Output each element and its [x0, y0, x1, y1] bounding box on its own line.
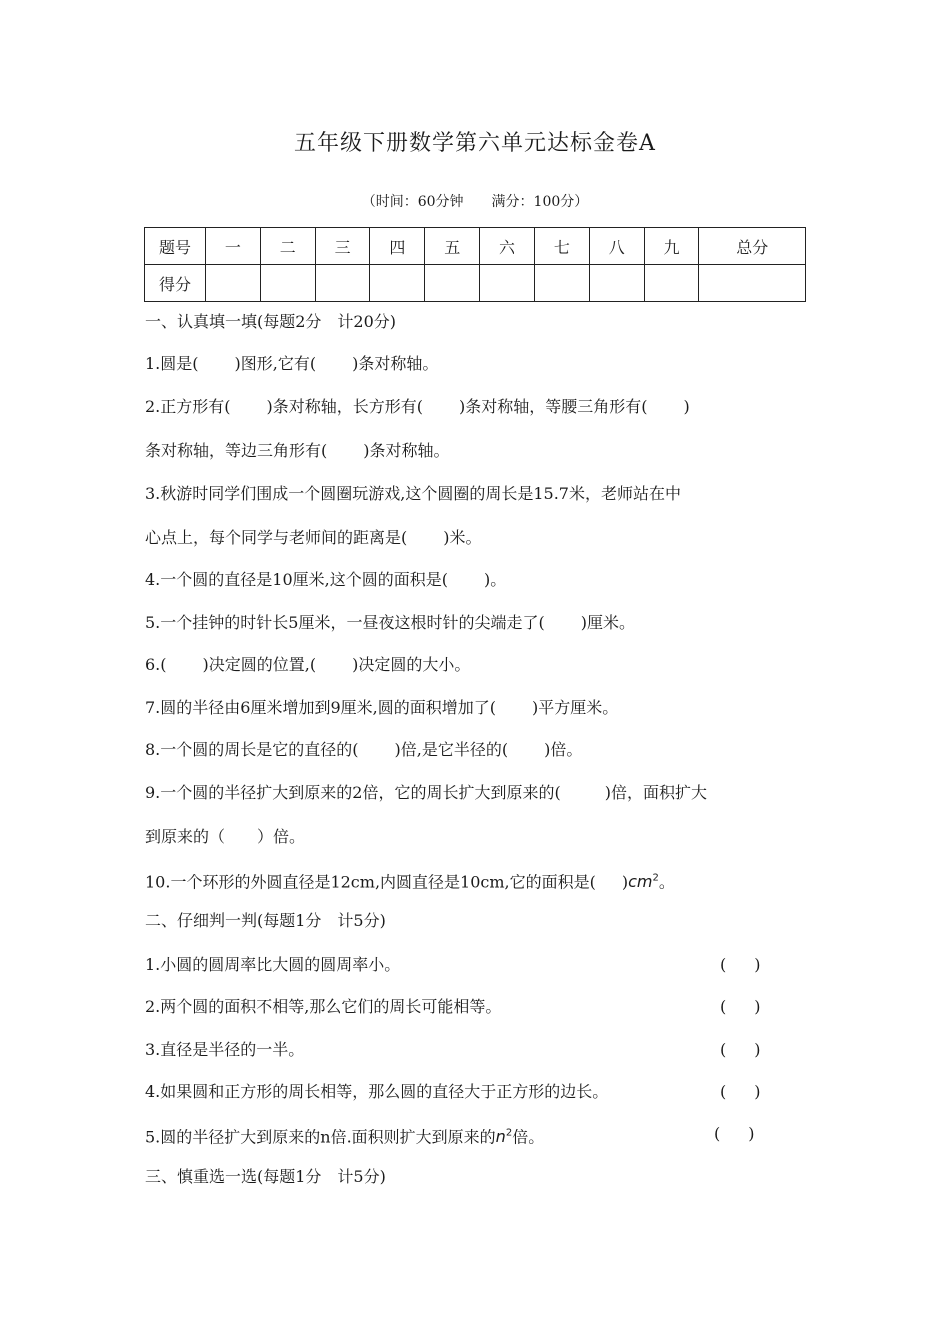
- fill-question-1: 1.圆是( )图形,它有( )条对称轴。: [145, 354, 439, 373]
- exam-subtitle: [0, 191, 950, 211]
- score-table-score-row: [145, 265, 806, 302]
- n-squared: $n^2$: [495, 1127, 513, 1147]
- fill-question-8: 8.一个圆的周长是它的直径的( )倍,是它半径的( )倍。: [145, 740, 583, 759]
- judge-answer-3[interactable]: ( ): [720, 1040, 761, 1059]
- fill-question-10: 10.一个环形的外圆直径是12cm,内圆直径是10cm,它的面积是( )$cm^2$。: [145, 872, 675, 892]
- fill-question-7: 7.圆的半径由6厘米增加到9厘米,圆的面积增加了( )平方厘米。: [145, 698, 619, 717]
- score-table-col: 一: [206, 228, 261, 265]
- fill-question-3-line-2: 心点上，每个同学与老师间的距离是( )米。: [145, 528, 482, 547]
- score-table-col: 七: [534, 228, 589, 265]
- fill-question-9-line-1: 9.一个圆的半径扩大到原来的2倍，它的周长扩大到原来的( )倍，面积扩大: [145, 783, 707, 802]
- fill-question-9-line-2: 到原来的（ ）倍。: [145, 827, 306, 846]
- section-judge-heading: 二、仔细判一判(每题1分 计5分): [145, 911, 386, 930]
- time-limit: （时间：60分钟: [361, 194, 464, 210]
- score-table-col: 八: [589, 228, 644, 265]
- score-table-col: 四: [370, 228, 425, 265]
- score-cell[interactable]: [480, 265, 535, 302]
- score-table-col: 总分: [699, 228, 806, 265]
- score-table: [144, 227, 806, 302]
- score-cell[interactable]: [534, 265, 589, 302]
- score-cell[interactable]: [699, 265, 806, 302]
- unit-cm-squared: $cm^2$: [628, 872, 659, 892]
- score-cell[interactable]: [370, 265, 425, 302]
- score-table-header-label: 题号: [145, 228, 206, 265]
- fill-question-2-line-1: 2.正方形有( )条对称轴，长方形有( )条对称轴，等腰三角形有( ): [145, 397, 690, 416]
- judge-question-3: 3.直径是半径的一半。: [145, 1040, 305, 1059]
- fill-question-6: 6.( )决定圆的位置,( )决定圆的大小。: [145, 655, 471, 674]
- fill-question-5: 5.一个挂钟的时针长5厘米，一昼夜这根时针的尖端走了( )厘米。: [145, 613, 635, 632]
- score-cell[interactable]: [260, 265, 315, 302]
- judge-question-5: 5.圆的半径扩大到原来的n倍.面积则扩大到原来的$n^2$倍。: [145, 1127, 545, 1147]
- fill-question-2-line-2: 条对称轴，等边三角形有( )条对称轴。: [145, 441, 450, 460]
- score-table-header-row: [145, 228, 806, 265]
- score-table-col: 六: [480, 228, 535, 265]
- page-title: 五年级下册数学第六单元达标金卷A: [294, 131, 656, 156]
- section-fill-heading: 一、认真填一填(每题2分 计20分): [145, 312, 397, 331]
- judge-question-4: 4.如果圆和正方形的周长相等，那么圆的直径大于正方形的边长。: [145, 1082, 609, 1101]
- judge-answer-2[interactable]: ( ): [720, 997, 761, 1016]
- score-cell[interactable]: [589, 265, 644, 302]
- judge-question-2: 2.两个圆的面积不相等,那么它们的周长可能相等。: [145, 997, 502, 1016]
- judge-question-1: 1.小圆的圆周率比大圆的圆周率小。: [145, 955, 401, 974]
- score-table-col: 五: [425, 228, 480, 265]
- judge-answer-5[interactable]: ( ): [714, 1124, 755, 1143]
- section-choose-heading: 三、慎重选一选(每题1分 计5分): [145, 1167, 386, 1186]
- score-cell[interactable]: [425, 265, 480, 302]
- score-table-col: 三: [315, 228, 370, 265]
- fill-question-4: 4.一个圆的直径是10厘米,这个圆的面积是( )。: [145, 570, 507, 589]
- score-table-row-label: 得分: [145, 265, 206, 302]
- judge-answer-4[interactable]: ( ): [720, 1082, 761, 1101]
- judge-answer-1[interactable]: ( ): [720, 955, 761, 974]
- score-cell[interactable]: [315, 265, 370, 302]
- score-cell[interactable]: [206, 265, 261, 302]
- score-table-col: 二: [260, 228, 315, 265]
- score-cell[interactable]: [644, 265, 699, 302]
- score-table-col: 九: [644, 228, 699, 265]
- fill-question-3-line-1: 3.秋游时同学们围成一个圆圈玩游戏,这个圆圈的周长是15.7米，老师站在中: [145, 484, 681, 503]
- full-score: 满分：100分）: [491, 194, 589, 210]
